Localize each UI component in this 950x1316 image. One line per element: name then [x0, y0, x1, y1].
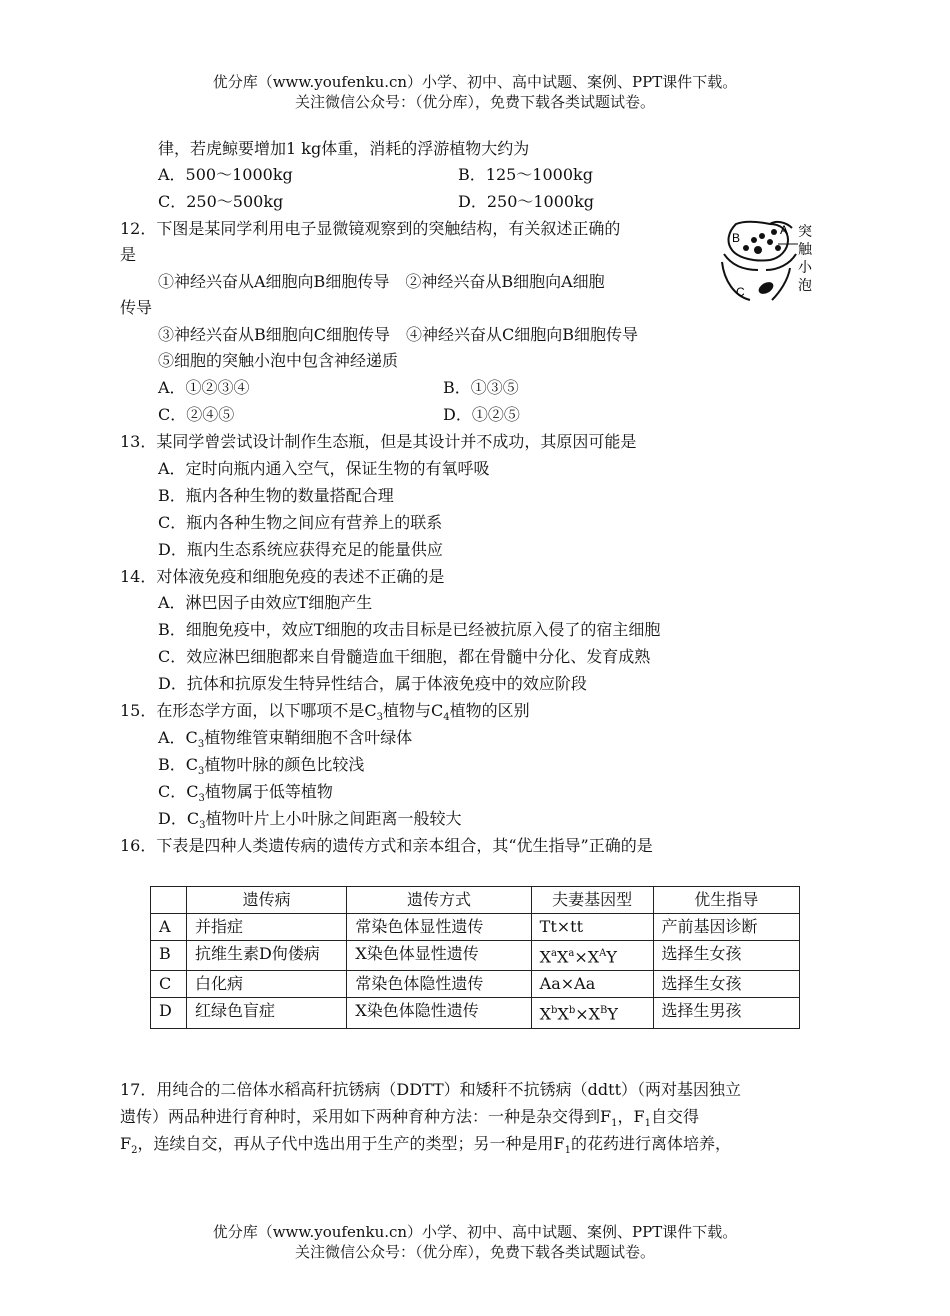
disease-cell: 红绿色盲症	[186, 998, 346, 1028]
q14-option-b: B．细胞免疫中，效应T细胞的攻击目标是已经被抗原入侵了的宿主细胞	[158, 620, 661, 639]
caption-char-4: 泡	[798, 278, 812, 294]
cleft-right	[766, 254, 796, 270]
q12-option-c: C．②④⑤	[158, 405, 235, 424]
q12-option-a: A．①②③④	[158, 378, 250, 397]
vesicle	[771, 229, 777, 235]
table-header-cell: 遗传病	[186, 887, 346, 914]
mode-cell: X染色体显性遗传	[347, 941, 531, 971]
mitochondrion	[757, 280, 776, 297]
table-row	[151, 914, 800, 941]
caption-char-2: 触	[798, 242, 812, 258]
guide-cell: 选择生女孩	[653, 941, 800, 971]
caption-char-1: 突	[798, 224, 812, 240]
mode-cell: 常染色体隐性遗传	[347, 971, 531, 998]
q11-continuation: 律，若虎鲸要增加1 kg体重，消耗的浮游植物大约为	[158, 139, 530, 158]
footer-line-1: 优分库（www.youfenku.cn）小学、初中、高中试题、案例、PPT课件下载。	[212, 1223, 738, 1241]
q12-statement-3-4: ③神经兴奋从B细胞向C细胞传导 ④神经兴奋从C细胞向B细胞传导	[158, 325, 639, 344]
table-row	[151, 941, 800, 971]
vesicle	[775, 245, 781, 251]
row-label: B	[151, 941, 187, 971]
guide-cell: 选择生女孩	[653, 971, 800, 998]
row-label: A	[151, 914, 187, 941]
disease-cell: 并指症	[186, 914, 346, 941]
q16-stem: 16．下表是四种人类遗传病的遗传方式和亲本组合，其“优生指导”正确的是	[120, 836, 653, 855]
q12-option-b: B．①③⑤	[443, 378, 519, 397]
table-row	[151, 971, 800, 998]
genotype-cell: $X^aX^a\times X^AY$	[531, 941, 653, 971]
q15-option-b: B．$C_3$植物叶脉的颜色比较浅	[158, 755, 365, 778]
guide-cell: 产前基因诊断	[653, 914, 800, 941]
vesicle	[743, 245, 749, 251]
genotype-cell: Tt×tt	[531, 914, 653, 941]
q12-stem-line-2: 是	[120, 245, 137, 264]
page-footer	[0, 1222, 950, 1262]
guide-cell: 选择生男孩	[653, 998, 800, 1028]
vesicle	[751, 237, 757, 243]
header-line-1: 优分库（www.youfenku.cn）小学、初中、高中试题、案例、PPT课件下载。	[212, 73, 738, 91]
q14-option-c: C．效应淋巴细胞都来自骨髓造血干细胞，都在骨髓中分化、发育成熟	[158, 647, 651, 666]
vesicle	[754, 246, 762, 254]
q14-stem: 14．对体液免疫和细胞免疫的表述不正确的是	[120, 567, 445, 586]
table-row	[151, 998, 800, 1028]
q13-option-a: A．定时向瓶内通入空气，保证生物的有氧呼吸	[158, 459, 490, 478]
table-header-cell: 夫妻基因型	[531, 887, 653, 914]
label-a: A	[780, 223, 789, 237]
caption-char-3: 小	[798, 260, 812, 276]
q12-option-d: D．①②⑤	[443, 405, 520, 424]
q13-option-d: D．瓶内生态系统应获得充足的能量供应	[158, 540, 443, 559]
label-c: C	[736, 285, 745, 299]
label-b: B	[732, 231, 741, 245]
row-label: D	[151, 998, 187, 1028]
q13-option-b: B．瓶内各种生物的数量搭配合理	[158, 486, 394, 505]
disease-cell: 抗维生素D佝偻病	[186, 941, 346, 971]
genotype-cell: Aa×Aa	[531, 971, 653, 998]
mode-cell: 常染色体显性遗传	[347, 914, 531, 941]
q15-option-a: A．$C_3$植物维管束鞘细胞不含叶绿体	[158, 728, 413, 751]
table-header-cell: 遗传方式	[347, 887, 531, 914]
q11-option-d: D．250～1000kg	[458, 192, 595, 211]
synapse-diagram	[714, 218, 814, 304]
table-header-row	[151, 887, 800, 914]
disease-cell: 白化病	[186, 971, 346, 998]
q11-option-a: A．500～1000kg	[158, 165, 293, 184]
q11-option-b: B．125～1000kg	[458, 165, 593, 184]
row-label: C	[151, 971, 187, 998]
q17-line-2: 遗传）两品种进行育种时，采用如下两种育种方法：一种是杂交得到$F_1$，$F_1$自交得	[120, 1107, 699, 1130]
header-line-2: 关注微信公众号：（优分库），免费下载各类试题试卷。	[294, 93, 655, 111]
q15-option-c: C．$C_3$植物属于低等植物	[158, 782, 333, 805]
table-header-cell: 优生指导	[653, 887, 800, 914]
q12-statement-1-2-cont: 传导	[120, 298, 153, 317]
q12-statement-1-2: ①神经兴奋从A细胞向B细胞传导 ②神经兴奋从B细胞向A细胞	[158, 272, 605, 291]
vesicle	[767, 239, 773, 245]
q12-stem-line-1: 12．下图是某同学利用电子显微镜观察到的突触结构，有关叙述正确的	[120, 219, 621, 238]
q15-option-d: D．$C_3$植物叶片上小叶脉之间距离一般较大	[158, 809, 462, 832]
table-header-cell	[151, 887, 187, 914]
genotype-cell: $X^bX^b\times X^BY$	[531, 998, 653, 1028]
q13-stem: 13．某同学曾尝试设计制作生态瓶，但是其设计并不成功，其原因可能是	[120, 432, 637, 451]
q11-option-c: C．250～500kg	[158, 192, 284, 211]
footer-line-2: 关注微信公众号：（优分库），免费下载各类试题试卷。	[294, 1243, 655, 1261]
q12-statement-5: ⑤细胞的突触小泡中包含神经递质	[158, 351, 399, 370]
q13-option-c: C．瓶内各种生物之间应有营养上的联系	[158, 513, 443, 532]
q14-option-a: A．淋巴因子由效应T细胞产生	[158, 593, 373, 612]
q17-line-1: 17．用纯合的二倍体水稻高秆抗锈病（DDTT）和矮秆不抗锈病（ddtt）（两对基因独立	[120, 1080, 742, 1099]
vesicle	[759, 233, 765, 239]
q14-option-d: D．抗体和抗原发生特异性结合，属于体液免疫中的效应阶段	[158, 674, 587, 693]
page-header	[0, 72, 950, 112]
genetic-disease-table	[150, 886, 800, 1029]
q17-line-3: $F_2$，连续自交，再从子代中选出用于生产的类型；另一种是用$F_1$的花药进行离体培养，	[120, 1134, 731, 1157]
mode-cell: X染色体隐性遗传	[347, 998, 531, 1028]
q15-stem: 15．在形态学方面，以下哪项不是$C_3$植物与$C_4$植物的区别	[120, 701, 530, 724]
